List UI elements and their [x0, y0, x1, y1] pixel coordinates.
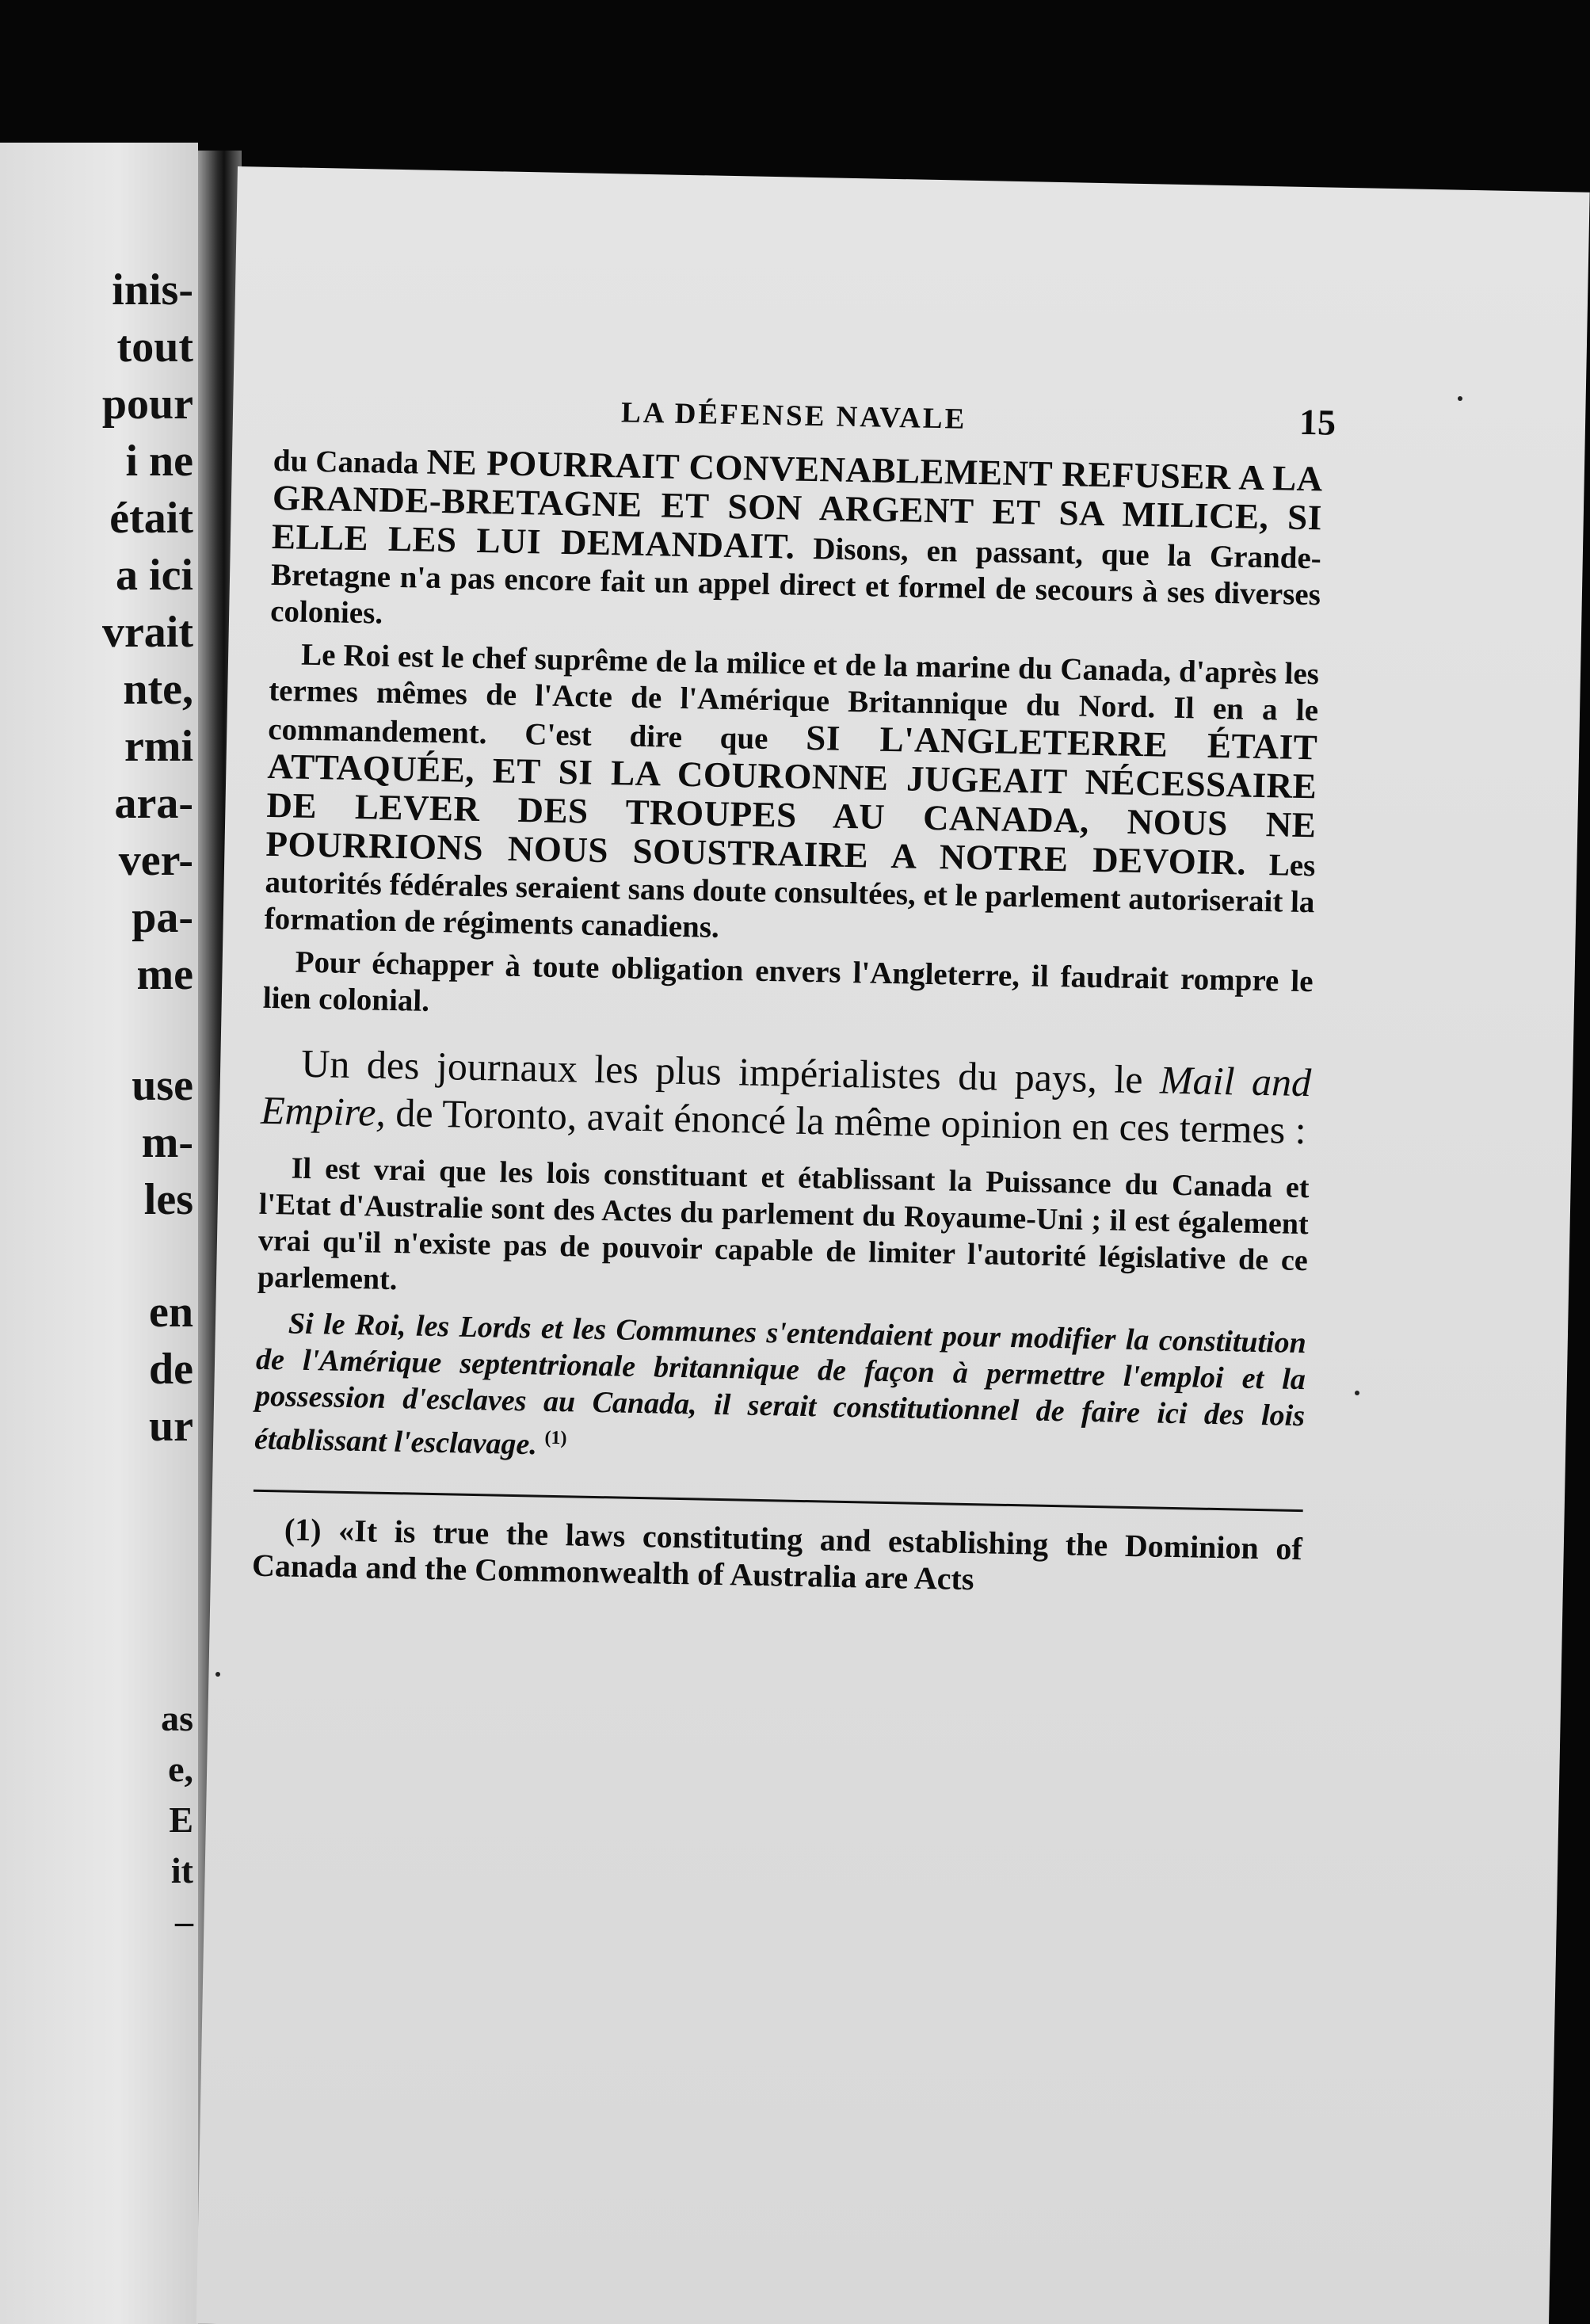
- paragraph-text: Le Roi est le chef suprême de la milice et de la marine du Canada, d'après les termes mêmes de l'Acte de l'Amérique Britannique du Nord. Il en a le commandement. C'est dire que: [267, 637, 1320, 757]
- quote-text: Si le Roi, les Lords et les Communes s'entendaient pour modifier la constitution de l'Amérique septentrionale britannique de façon à permettre l'emploi et la possession d'esclaves au Canada, il serait constitutionnel de faire ici des lois établissant l'esclavage.: [254, 1307, 1307, 1462]
- paragraph: [264, 636, 1319, 957]
- paragraph-text: Disons, en passant, que la Grande-Bretagne n'a pas encore fait un appel direct et formel de secours à ses diverses colonies.: [269, 531, 1322, 631]
- footnote-reference: (1): [544, 1427, 567, 1449]
- left-fragment: E: [169, 1799, 193, 1840]
- footnote: (1) «It is true the laws constituting and establishing the Dominion of Canada and the Commonwealth of Australia are Acts: [251, 1511, 1303, 1597]
- speck: [215, 1672, 220, 1677]
- paragraph: Pour échapper à toute obligation envers l'Angleterre, il faudrait rompre le lien colonial.: [262, 944, 1314, 1018]
- left-fragment: nte,: [123, 665, 193, 714]
- left-fragment: tout: [116, 322, 193, 372]
- left-fragment: as: [161, 1698, 193, 1738]
- left-fragment: les: [143, 1175, 193, 1224]
- speck: [1355, 1391, 1359, 1395]
- page-body: [252, 441, 1323, 1604]
- left-fragment: en: [149, 1288, 193, 1337]
- left-fragment: m-: [141, 1118, 193, 1167]
- left-fragment: ver-: [118, 836, 193, 885]
- running-title: LA DÉFENSE NAVALE: [620, 396, 967, 436]
- left-fragment: pa-: [132, 893, 193, 942]
- footnote-rule: [254, 1489, 1303, 1511]
- paragraph-text: Les autorités fédérales seraient sans doute consultées, et le parlement autoriserait la formation de régiments canadiens.: [264, 847, 1316, 944]
- capitalized-text: SI L'ANGLETERRE ÉTAIT ATTAQUÉE, ET SI LA COURONNE JUGEAIT NÉCESSAIRE DE LEVER DES TROUPES AU CANADA, NOUS NE POURRIONS NOUS SOUSTRAIRE A NOTRE DEVOIR.: [265, 717, 1318, 883]
- left-fragment: use: [132, 1061, 193, 1110]
- left-fragment: it: [170, 1850, 193, 1891]
- left-fragment: e,: [168, 1749, 193, 1789]
- speck: [1458, 396, 1462, 401]
- left-fragment: rmi: [124, 722, 193, 771]
- paragraph: [270, 441, 1323, 650]
- left-fragment: ara-: [114, 779, 193, 828]
- left-fragment: vrait: [101, 608, 193, 657]
- left-fragment: inis-: [112, 265, 193, 315]
- newspaper-title: Mail and Empire,: [260, 1057, 1312, 1135]
- capitalized-text: NE POURRAIT CONVENABLEMENT REFUSER A LA GRANDE-BRETAGNE ET SON ARGENT ET SA MILICE, SI ELLE LES LUI DEMANDAIT.: [271, 441, 1324, 567]
- quote-paragraph: Il est vrai que les lois constituant et établissant la Puissance du Canada et l'Etat d'Australie sont des Actes du parlement du Royaume-Uni ; il est également vrai qu'il n'existe pas de pouvoir capable de limiter l'autorité législative de ce parlement.: [257, 1151, 1310, 1297]
- paragraph-text: du Canada: [273, 443, 427, 481]
- left-fragment: i ne: [125, 437, 193, 486]
- page-number: 15: [1298, 401, 1336, 443]
- left-fragment: de: [149, 1345, 193, 1394]
- quote-paragraph: [254, 1305, 1306, 1478]
- left-fragment: me: [136, 950, 193, 999]
- book-page: [196, 166, 1590, 2324]
- large-paragraph: [261, 1039, 1312, 1154]
- left-fragment: ur: [149, 1402, 193, 1451]
- left-fragment: était: [109, 494, 193, 543]
- paragraph-text: de Toronto, avait énoncé la même opinion en ces termes :: [385, 1089, 1307, 1153]
- left-fragment: pour: [101, 380, 193, 429]
- left-fragment: a ici: [116, 551, 193, 600]
- paragraph-text: Un des journaux les plus impérialistes du pays, le: [300, 1040, 1161, 1102]
- left-facing-page: [0, 143, 198, 2324]
- left-fragment: –: [175, 1901, 193, 1941]
